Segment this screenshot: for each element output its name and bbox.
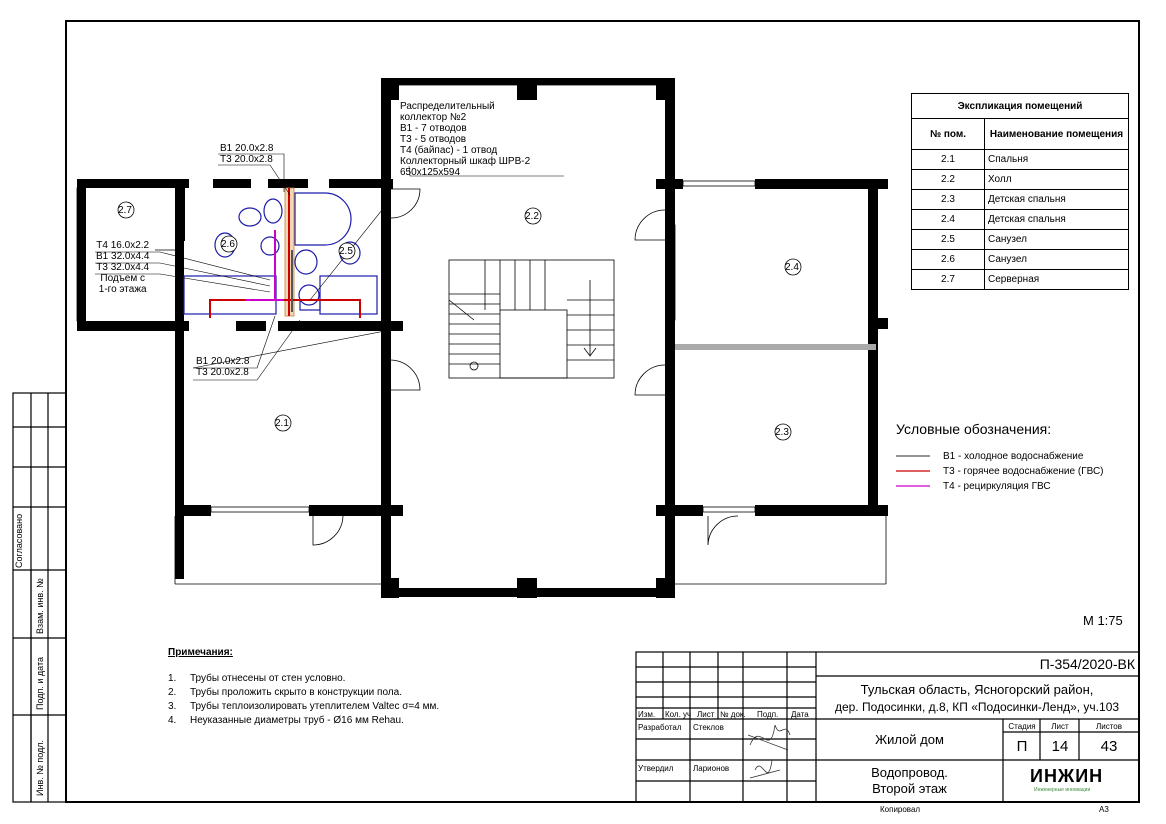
room-label-2-2: 2.2: [525, 211, 539, 222]
room-label-2-3: 2.3: [775, 427, 789, 438]
explication-table: [911, 93, 1129, 290]
side-inv-replace: Взам. инв. №: [35, 578, 45, 634]
tb-col-kolych: Кол. уч: [665, 710, 692, 719]
sheet-code: П-354/2020-ВК: [1039, 656, 1135, 672]
explication-col-num: № пом.: [912, 119, 985, 150]
tb-approved-label: Утвердил: [638, 764, 674, 773]
room-label-2-6: 2.6: [221, 239, 235, 250]
table-row: 2.4 Детская спальня: [912, 210, 1129, 230]
address-line2: дер. Подосинки, д.8, КП «Подосинки-Ленд», уч.103: [834, 700, 1120, 714]
legend-title: Условные обозначения:: [896, 421, 1052, 437]
title-line2: Второй этаж: [872, 781, 947, 796]
table-row: 2.3 Детская спальня: [912, 190, 1129, 210]
room-label-2-5: 2.5: [339, 246, 353, 257]
notes-list: 1. Трубы отнесены от стен условно. 2. Трубы проложить скрыто в конструкции пола. 3. Трубы теплоизолировать утеплителем Valtec σ=4 мм. 4. Неуказанные диаметры труб - Ø16 мм Rehau.: [168, 673, 440, 726]
collector-annotation: Распределительный коллектор №2 В1 - 7 отводов Т3 - 5 отводов Т4 (байпас) - 1 отвод Коллекторный шкаф ШРВ-2 650х125х594: [400, 101, 531, 178]
staircase: [449, 260, 614, 378]
explication-title: Экспликация помещений: [912, 94, 1129, 119]
stage-value: П: [1016, 738, 1028, 755]
partition-wall: [675, 344, 876, 350]
tb-col-podp: Подп.: [757, 710, 779, 719]
explication-col-name: Наименование помещения: [985, 119, 1129, 150]
riser-annotation: Т4 16.0х2.2 В1 32.0х4.4 Т3 32.0х4.4 Подъем с 1-го этажа: [96, 240, 150, 295]
sheets-value: 43: [1100, 738, 1118, 755]
scale-label: М 1:75: [1083, 613, 1123, 628]
tb-col-izm: Изм.: [638, 710, 656, 719]
table-row: 2.7 Серверная: [912, 270, 1129, 290]
title-line1: Водопровод.: [871, 765, 948, 780]
notes-title: Примечания:: [168, 647, 233, 658]
sheet-value: 14: [1051, 738, 1069, 755]
tb-developed-name: Стеклов: [693, 723, 724, 732]
pipes-top-annotation: В1 20.0х2.8 Т3 20.0х2.8: [220, 143, 274, 165]
copied-label: Копировал: [880, 805, 921, 814]
side-agreed: Согласовано: [14, 513, 24, 568]
room-label-2-1: 2.1: [275, 418, 289, 429]
sheets-label: Листов: [1096, 722, 1122, 731]
legend-item-t3: Т3 - горячее водоснабжение (ГВС): [943, 466, 1104, 477]
format-label: A3: [1099, 805, 1109, 814]
legend-item-t4: Т4 - рециркуляция ГВС: [943, 481, 1051, 492]
side-sign-date: Подп. и дата: [35, 656, 45, 710]
legend-item-b1: В1 - холодное водоснабжение: [943, 451, 1084, 462]
tb-col-data: Дата: [791, 710, 809, 719]
tb-approved-name: Ларионов: [693, 764, 730, 773]
stage-label: Стадия: [1008, 722, 1036, 731]
company-logo: ИНЖИН: [1030, 766, 1104, 786]
side-inv-orig: Инв. № подл.: [35, 739, 45, 796]
tb-developed-label: Разработал: [638, 723, 682, 732]
table-row: 2.6 Санузел: [912, 250, 1129, 270]
room-markers: [118, 202, 801, 440]
sheet-label: Лист: [1051, 722, 1069, 731]
company-logo-sub: Инженерные инновации: [1034, 787, 1091, 793]
table-row: 2.5 Санузел: [912, 230, 1129, 250]
address-line1: Тульская область, Ясногорский район,: [860, 682, 1094, 697]
pipes-bottom-annotation: В1 20.0х2.8 Т3 20.0х2.8: [196, 356, 250, 378]
signatures: [748, 725, 790, 778]
object-name: Жилой дом: [875, 732, 944, 747]
tb-col-ndoc: № док.: [720, 710, 746, 719]
room-label-2-7: 2.7: [118, 205, 132, 216]
room-label-2-4: 2.4: [785, 262, 799, 273]
tb-col-list: Лист: [697, 710, 715, 719]
table-row: 2.2 Холл: [912, 170, 1129, 190]
table-row: 2.1 Спальня: [912, 150, 1129, 170]
